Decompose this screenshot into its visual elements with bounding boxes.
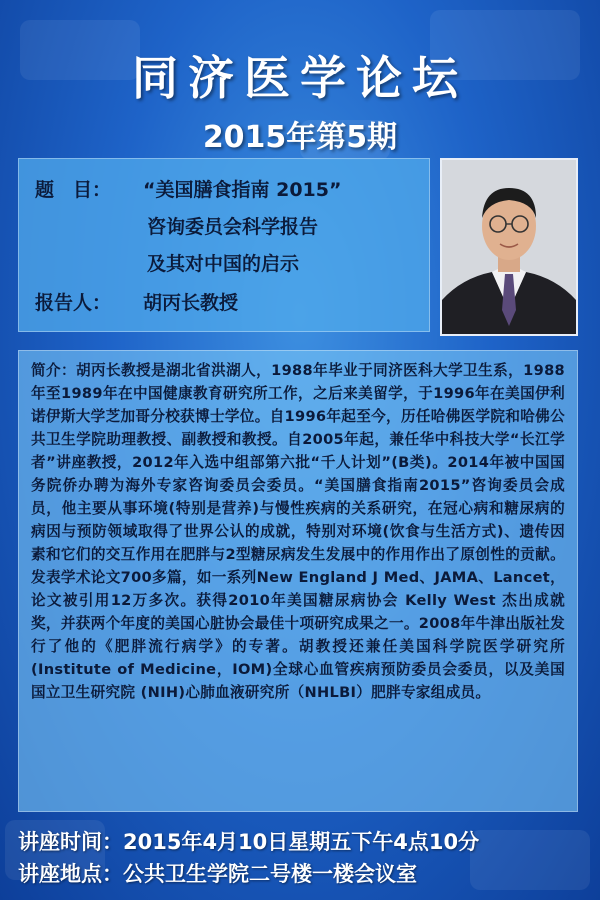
bio-text: 胡丙长教授是湖北省洪湖人，1988年毕业于同济医科大学卫生系，1988年至1989年在中国健康教育研究所工作，之后来美留学，于1996年在美国伊利诺伊斯大学芝加哥分校获博士学位。自1996年起至今，历任哈佛医学院和哈佛公共卫生学院助理教授、副教授和教授。自2005年起，兼任华中科技大学“长江学者”讲座教授，2012年入选中组部第六批“千人计划”(B类)。2014年被中国国务院侨办聘为海外专家咨询委员会委员。“美国膳食指南2015”咨询委员会成员，他主要从事环境(特别是营养)与慢性疾病的关系研究，在冠心病和糖尿病的病因与预防领域取得了世界公认的成就，特别对环境(饮食与生活方式)、遗传因素和它们的交互作用在肥胖与2型糖尿病发生发展中的作用作出了原创性的贡献。发表学术论文700多篇，如一系列New England J Med、JAMA、Lancet，论文被引用12万多次。获得2010年美国糖尿病协会 Kelly West 杰出成就奖，并获两个年度的美国心脏协会最佳十项研究成果之一。2008年牛津出版社发行了他的《肥胖流行病学》的专著。胡教授还兼任美国科学院医学研究所(Institute of Medicine，IOM)全球心血管疾病预防委员会委员，以及美国国立卫生研究院 (NIH)心肺血液研究所（NHLBI）肥胖专家组成员。 (31, 362, 565, 701)
speaker-photo (440, 158, 578, 336)
poster-title: 同济医学论坛 (132, 51, 468, 105)
lecture-time-value: 2015年4月10日星期五下午4点10分 (123, 830, 480, 854)
lecture-place (18, 858, 417, 888)
topic-label: 题 目： (35, 179, 112, 201)
topic-row (35, 175, 341, 202)
speaker-name: 胡丙长教授 (143, 292, 239, 314)
topic-line-3: 及其对中国的启示 (147, 253, 300, 275)
speaker-row (35, 288, 238, 315)
lecture-place-value: 公共卫生学院二号楼一楼会议室 (123, 862, 417, 886)
lecture-time (18, 826, 479, 856)
talk-info-panel (18, 158, 430, 332)
lecture-time-label: 讲座时间： (18, 830, 123, 854)
bio-paragraph (31, 359, 565, 704)
lecture-place-label: 讲座地点： (18, 862, 123, 886)
bio-label: 简介： (31, 362, 77, 379)
background-tile (470, 830, 590, 890)
speaker-portrait-image (442, 160, 576, 334)
topic-line-1: “美国膳食指南 2015” (143, 179, 342, 201)
topic-line-2: 咨询委员会科学报告 (147, 216, 319, 238)
speaker-label: 报告人： (35, 292, 112, 314)
poster-issue: 2015年第5期 (202, 120, 398, 155)
bio-panel (18, 350, 578, 812)
